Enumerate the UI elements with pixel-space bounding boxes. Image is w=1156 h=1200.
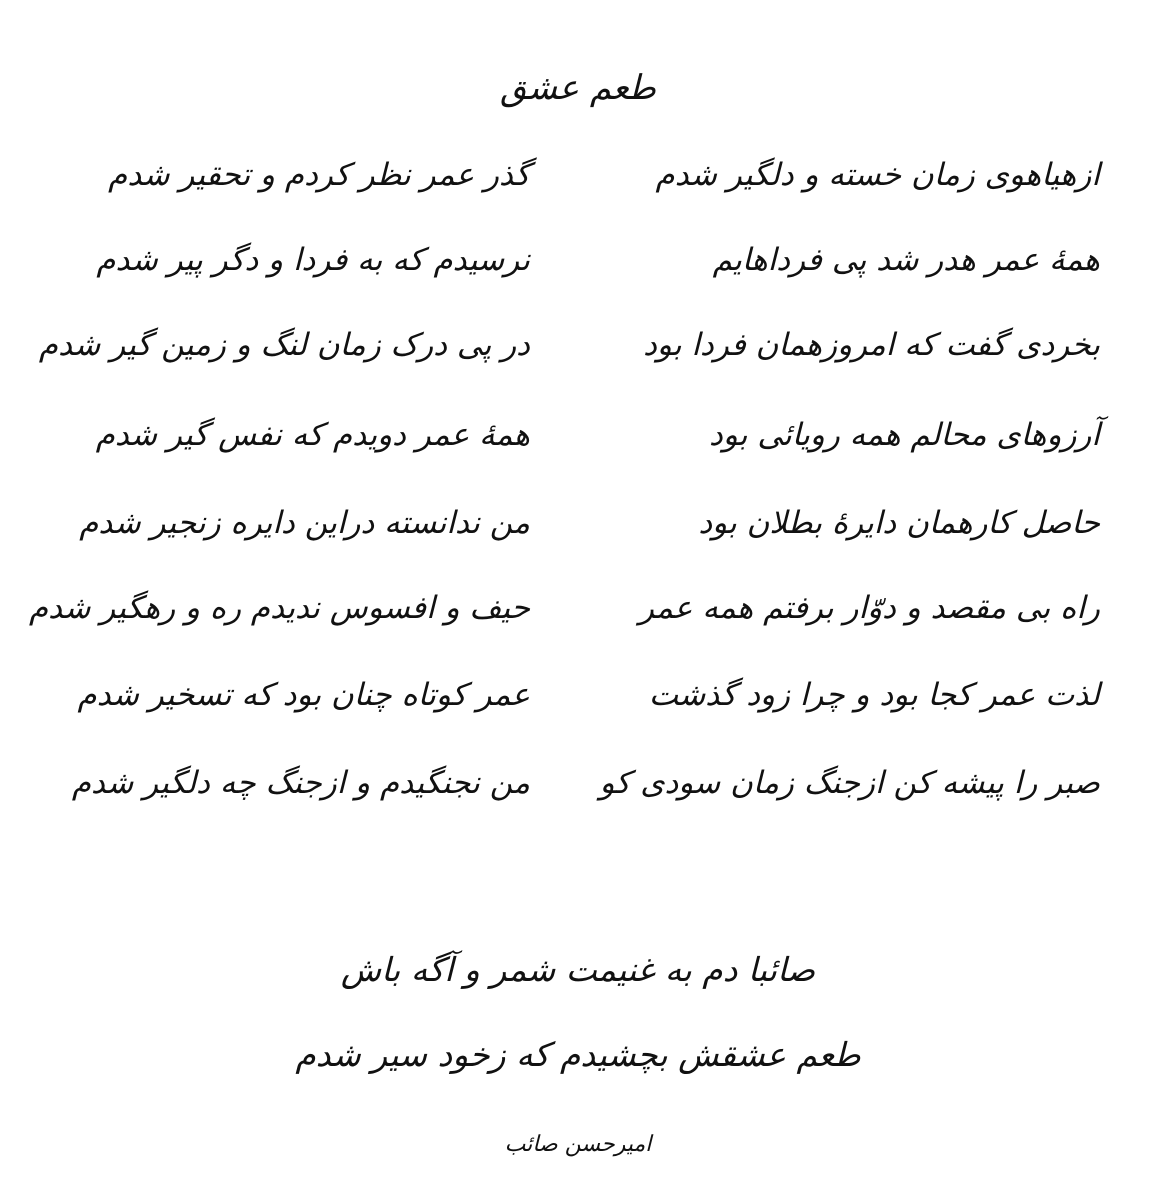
couplet-7-first-hemistich: لذت عمر کجا بود و چرا زود گذشت	[648, 677, 1100, 713]
couplet-5-first-hemistich: حاصل کارهمان دایرهٔ بطلان بود	[698, 505, 1100, 541]
couplet-2-first-hemistich: همهٔ عمر هدر شد پی فرداهایم	[712, 242, 1100, 278]
couplet-7	[0, 655, 1156, 735]
couplet-1	[0, 135, 1156, 215]
closing-line-2: طعم عشقش بچشیدم که زخود سیر شدم	[295, 1035, 861, 1074]
couplet-6-second-hemistich: حیف و افسوس ندیدم ره و رهگیر شدم	[28, 590, 530, 626]
couplet-3-first-hemistich: بخردی گفت که امروزهمان فردا بود	[643, 327, 1100, 363]
couplet-2	[0, 220, 1156, 300]
couplet-6	[0, 568, 1156, 648]
couplet-8-first-hemistich: صبر را پیشه کن ازجنگ زمان سودی کو	[599, 765, 1100, 801]
poet-signature: امیرحسن صائب	[504, 1132, 652, 1157]
couplet-4	[0, 395, 1156, 475]
couplet-8-second-hemistich: من نجنگیدم و ازجنگ چه دلگیر شدم	[71, 765, 530, 801]
couplet-3-second-hemistich: در پی درک زمان لنگ و زمین گیر شدم	[38, 327, 530, 363]
couplet-4-second-hemistich: همهٔ عمر دویدم که نفس گیر شدم	[95, 417, 530, 453]
couplet-8	[0, 743, 1156, 823]
couplet-1-second-hemistich: گذر عمر نظر کردم و تحقیر شدم	[108, 157, 530, 193]
couplet-7-second-hemistich: عمر کوتاه چنان بود که تسخیر شدم	[77, 677, 530, 713]
closing-line-1: صائبا دم به غنیمت شمر و آگه باش	[340, 950, 816, 989]
couplet-3	[0, 305, 1156, 385]
couplet-6-first-hemistich: راه بی مقصد و دوّار برفتم همه عمر	[639, 590, 1100, 626]
couplet-2-second-hemistich: نرسیدم که به فردا و دگر پیر شدم	[96, 242, 530, 278]
couplet-5-second-hemistich: من ندانسته دراین دایره زنجیر شدم	[79, 505, 530, 541]
couplet-4-first-hemistich: آرزوهای محالم همه رویائی بود	[709, 417, 1100, 453]
couplet-1-first-hemistich: ازهیاهوی زمان خسته و دلگیر شدم	[655, 157, 1100, 193]
poem-title: طعم عشق	[500, 68, 656, 108]
couplet-5	[0, 483, 1156, 563]
